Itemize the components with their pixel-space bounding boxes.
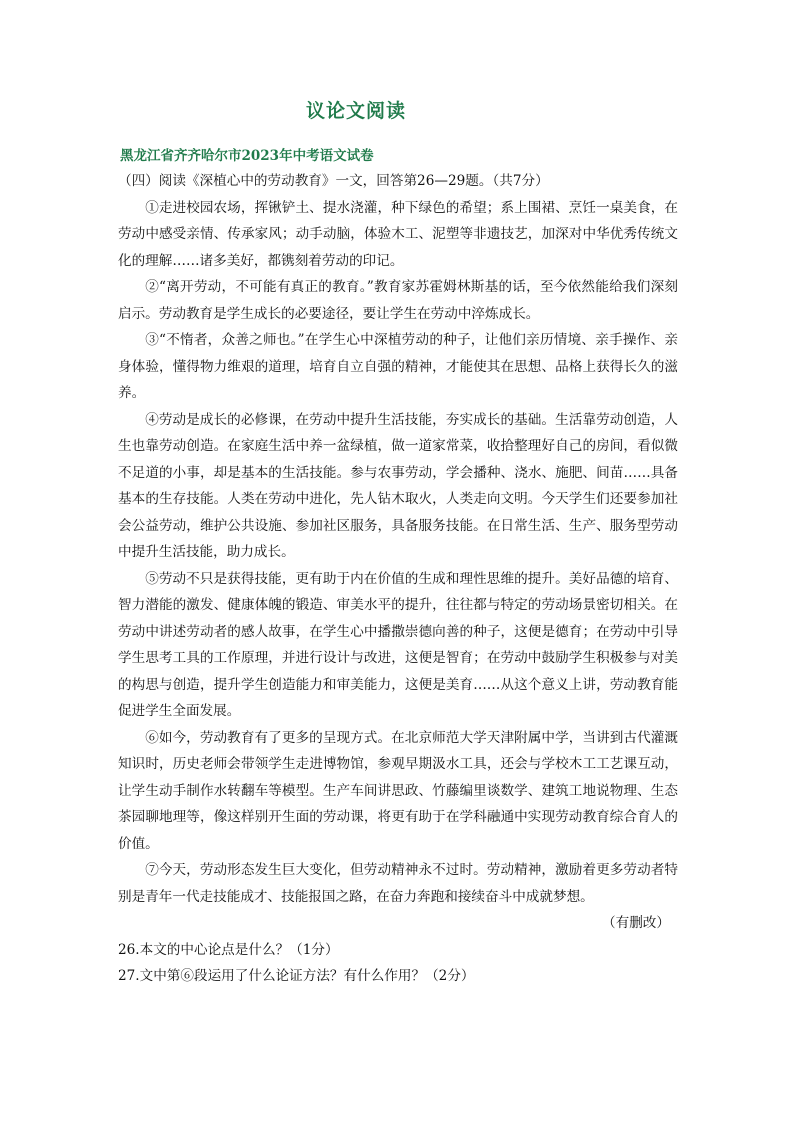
paragraph-5: ⑤劳动不只是获得技能，更有助于内在价值的生成和理性思维的提升。美好品德的培育、智力潜能的激发、健康体魄的锻造、审美水平的提升，往往都与特定的劳动场景密切相关。在劳动中讲述劳动者的感人故事，在学生心中播撒崇德向善的种子，这便是德育；在劳动中引导学生思考工具的工作原理，并进行设计与改进，这便是智育；在劳动中鼓励学生积极参与对美的构思与创造，提升学生创造能力和审美能力，这便是美育……从这个意义上讲，劳动教育能促进学生全面发展。 bbox=[118, 570, 678, 719]
question-26: 26.本文的中心论点是什么？（1分） bbox=[118, 941, 339, 958]
reading-instruction: （四）阅读《深植心中的劳动教育》一文，回答第26—29题。（共7分） bbox=[118, 173, 549, 189]
paragraph-6: ⑥如今，劳动教育有了更多的呈现方式。在北京师范大学天津附属中学，当讲到古代灌溉知识时，历史老师会带领学生走进博物馆，参观早期汲水工具，还会与学校木工工艺课互动，让学生动手制作水转翻车等模型。生产车间讲思政、竹藤编里谈数学、建筑工地说物理、生态茶园聊地理等，像这样别开生面的劳动课，将更有助于在学科融通中实现劳动教育综合育人的价值。 bbox=[118, 729, 678, 852]
paragraph-2: ②“离开劳动，不可能有真正的教育。”教育家苏霍姆林斯基的话，至今依然能给我们深刻启示。劳动教育是学生成长的必要途径，要让学生在劳动中淬炼成长。 bbox=[118, 279, 678, 322]
paragraph-7: ⑦今天，劳动形态发生巨大变化，但劳动精神永不过时。劳动精神，激励着更多劳动者特别是青年一代走技能成才、技能报国之路，在奋力奔跑和接续奋斗中成就梦想。 bbox=[118, 862, 678, 905]
paragraph-4: ④劳动是成长的必修课，在劳动中提升生活技能，夯实成长的基础。生活靠劳动创造，人生也靠劳动创造。在家庭生活中养一盆绿植，做一道家常菜，收拾整理好自己的房间，看似微不足道的小事，却是基本的生活技能。参与农事劳动，学会播种、浇水、施肥、间苗……具备基本的生存技能。人类在劳动中进化，先人钻木取火，人类走向文明。今天学生们还要参加社会公益劳动，维护公共设施、参加社区服务，具备服务技能。在日常生活、生产、服务型劳动中提升生活技能，助力成长。 bbox=[118, 411, 678, 560]
paragraph-1: ①走进校园农场，挥锹铲土、提水浇灌，种下绿色的希望；系上围裙、烹饪一桌美食，在劳动中感受亲情、传承家风；动手动脑，体验木工、泥塑等非遗技艺，加深对中华优秀传统文化的理解……诸多美好，都镌刻着劳动的印记。 bbox=[118, 199, 678, 269]
exam-source: 黑龙江省齐齐哈尔市2023年中考语文试卷 bbox=[120, 148, 374, 164]
paragraph-3: ③“不惰者，众善之师也。”在学生心中深植劳动的种子，让他们亲历情境、亲手操作、亲身体验，懂得物力维艰的道理，培育自立自强的精神，才能使其在思想、品格上获得长久的滋养。 bbox=[118, 332, 678, 401]
article-body bbox=[118, 168, 678, 990]
question-27: 27.文中第⑥段运用了什么论证方法？有什么作用？（2分） bbox=[118, 968, 475, 984]
edit-note: （有删改） bbox=[602, 915, 670, 931]
page-title: 议论文阅读 bbox=[305, 100, 406, 122]
